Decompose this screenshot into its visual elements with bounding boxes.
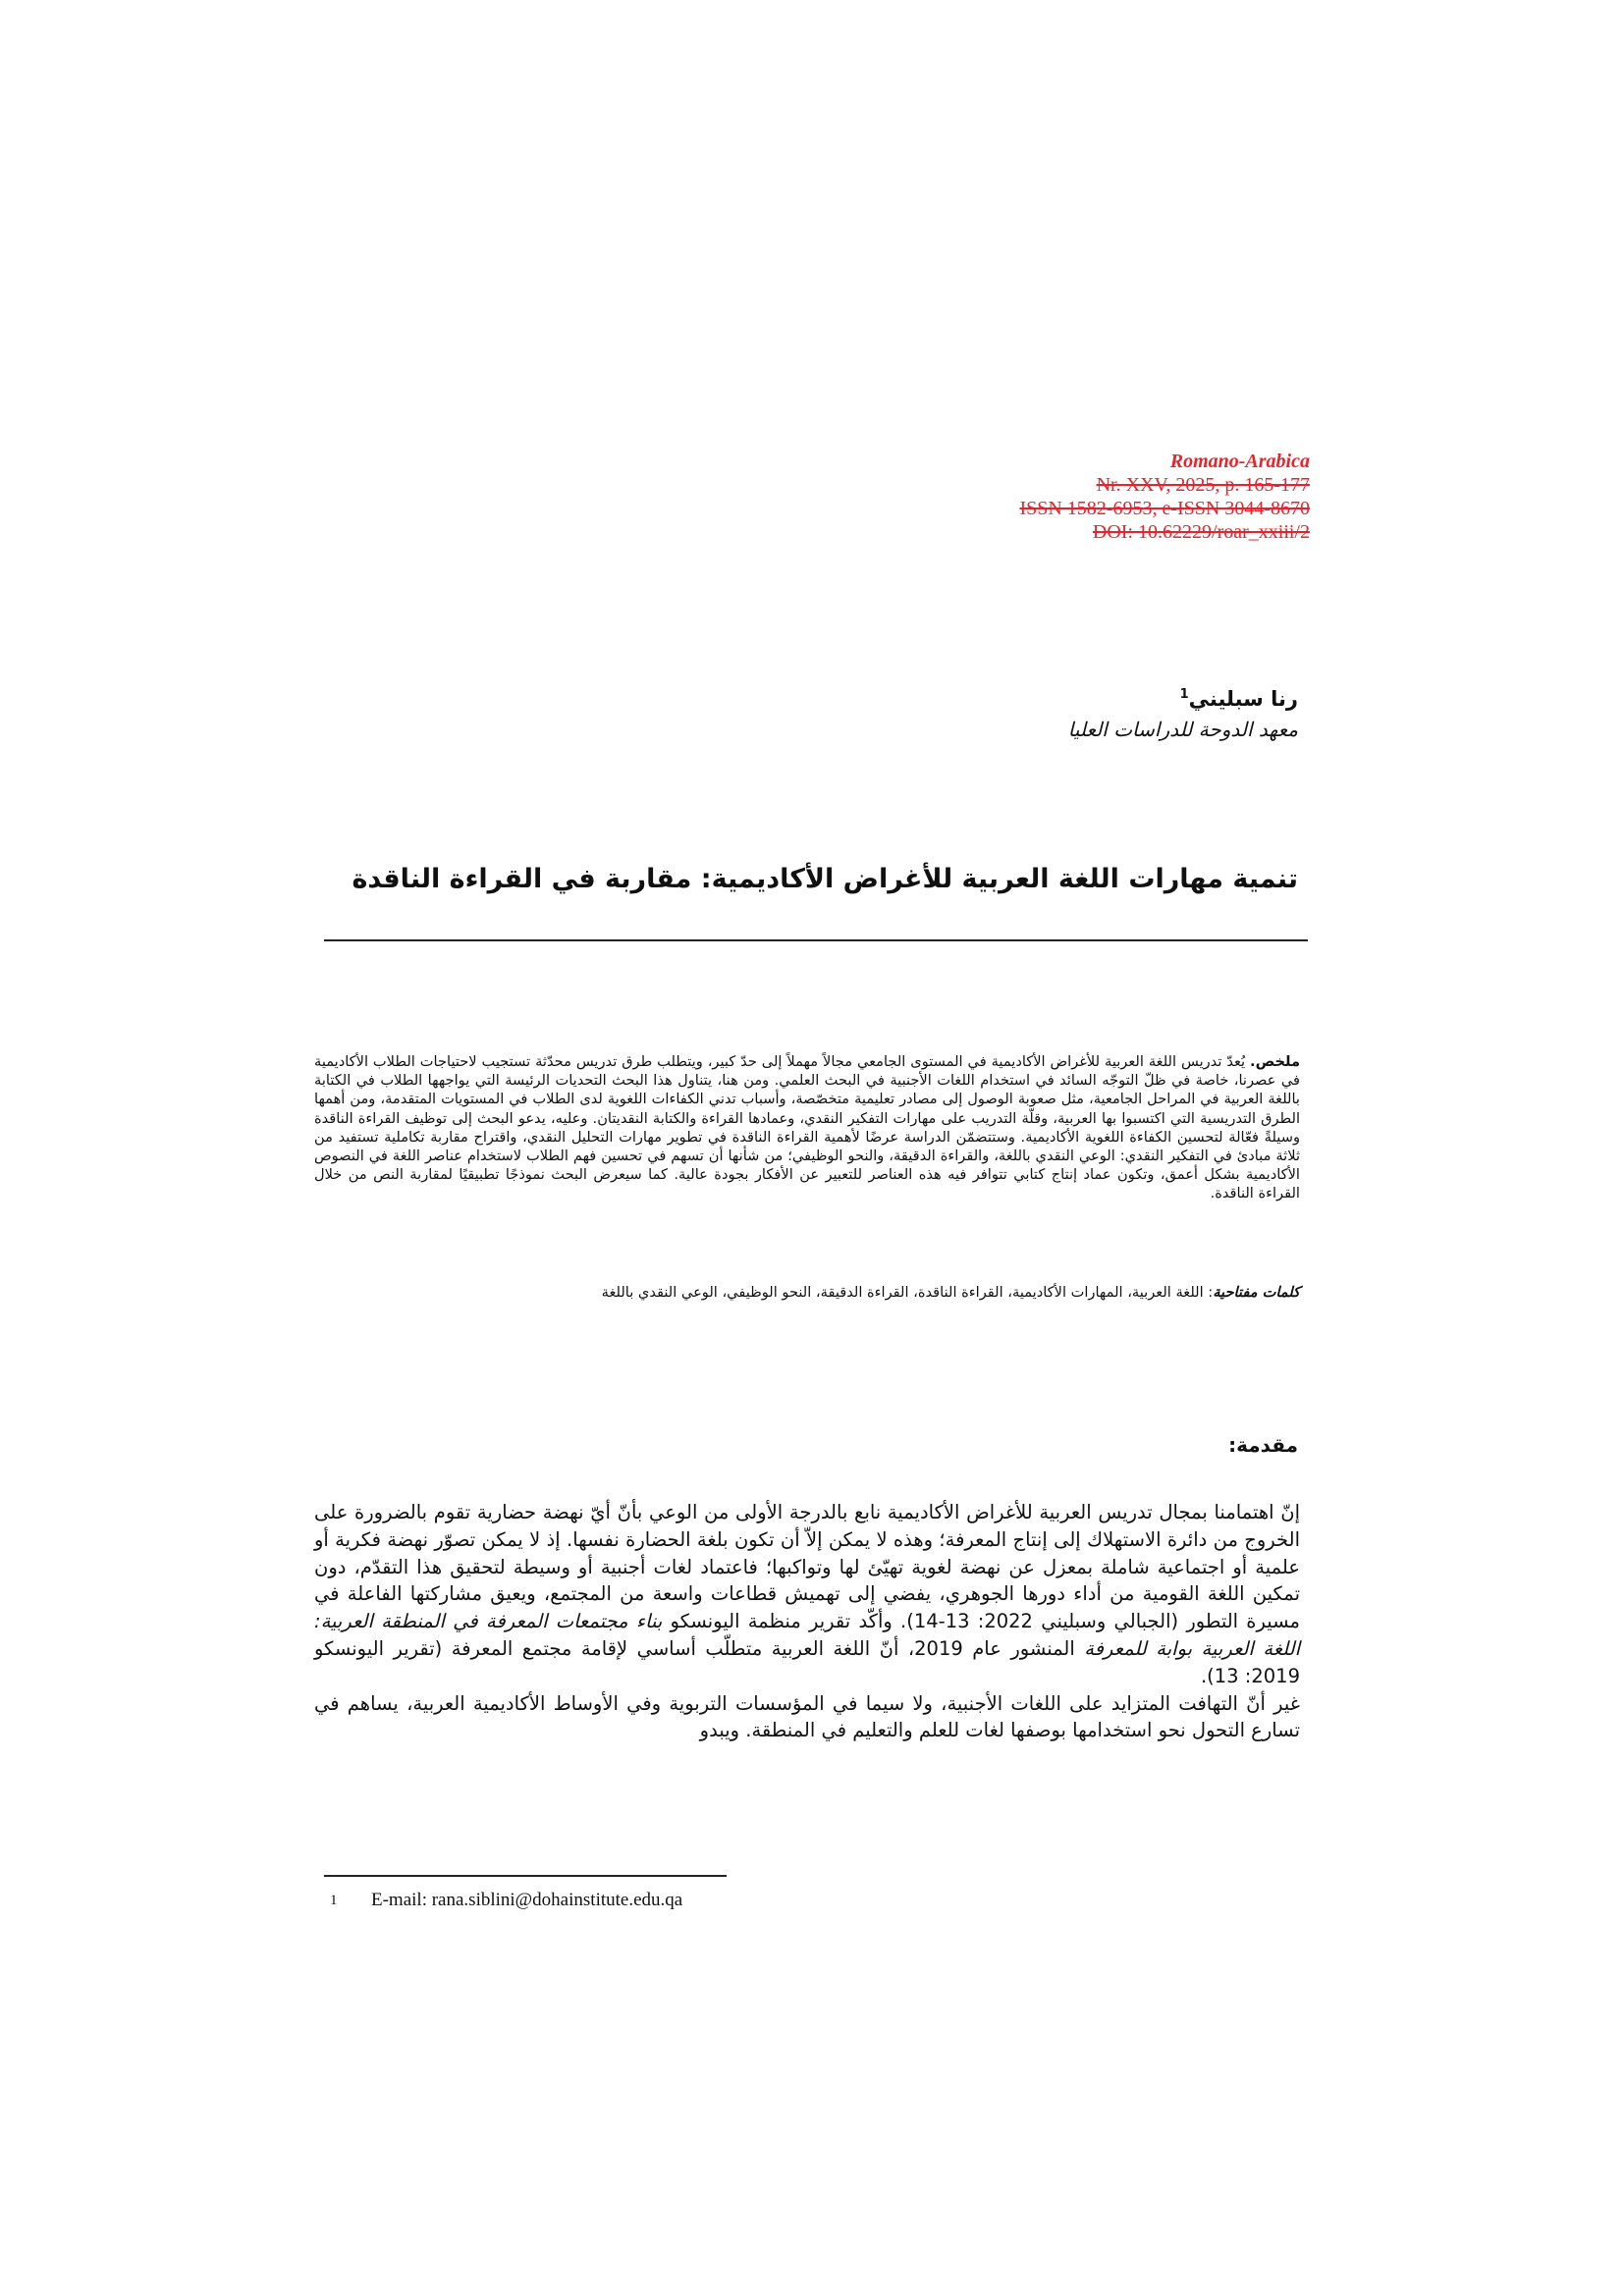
journal-name: Romano-Arabica (1169, 451, 1310, 472)
intro-paragraph-2: غير أنّ التهافت المتزايد على اللغات الأجنبية، ولا سيما في المؤسسات التربوية وفي الأوساط الأكاديمية العربية، يساهم في تسارع التحول نحو استخدامها بوصفها لغات للعلم والتعليم في المنطقة. ويبدو (314, 1691, 1300, 1742)
author-name (1068, 679, 1298, 715)
keywords-text: : اللغة العربية، المهارات الأكاديمية، القراءة الناقدة، القراءة الدقيقة، النحو الوظيفي، الوعي النقدي باللغة (601, 1284, 1214, 1301)
doi-info: DOI: 10.62229/roar_xxiii/2 (1092, 521, 1310, 543)
abstract-label: ملخص. (1250, 1053, 1300, 1070)
title-divider (324, 939, 1308, 941)
issn-info: ISSN 1582-6953, e-ISSN 3044-8670 (1019, 498, 1310, 519)
footnote (330, 1889, 682, 1912)
footnote-text: E-mail: rana.siblini@dohainstitute.edu.qa (371, 1890, 683, 1910)
footnote-divider (324, 1875, 727, 1877)
unesco-report-title: بناء مجتمعات المعرفة في المنطقة العربية: اللغة العربية بوابة للمعرفة (314, 1610, 1300, 1660)
author-block (1068, 679, 1298, 744)
intro-body (314, 1499, 1300, 1744)
keywords-label: كلمات مفتاحية (1213, 1284, 1300, 1301)
journal-header (1019, 450, 1310, 544)
issue-info: Nr. XXV, 2025, p. 165-177 (1096, 474, 1310, 496)
author-name-text: رنا سبليني (1188, 687, 1298, 711)
paper-title: تنمية مهارات اللغة العربية للأغراض الأكاديمية: مقاربة في القراءة الناقدة (352, 864, 1298, 894)
intro-heading: مقدمة: (1228, 1433, 1298, 1457)
intro-paragraph-1 (314, 1499, 1300, 1690)
abstract-text: يُعدّ تدريس اللغة العربية للأغراض الأكاديمية في المستوى الجامعي مجالاً مهملاً إلى حدّ كبير، ويتطلب طرق تدريس محدّثة تستجيب لاحتياجات الطلاب الأكاديمية في عصرنا، خاصة في ظلّ التوجّه السائد في استخدام اللغات الأجنبية في البحث العلمي. ومن هنا، يتناول هذا البحث التحديات الرئيسة التي يواجهها الطلاب في الكتابة باللغة العربية في المراحل الجامعية، مثل صعوبة الوصول إلى مصادر تعليمية متخصّصة، وأسباب تدني الكفاءات اللغوية لدى الطلاب في المستويات المتقدمة، ومن أهمها الطرق التدريسية التي اكتسبوا بها العربية، وقلّة التدريب على مهارات التفكير النقدي، وعمادها القراءة والكتابة النقديتان. وعليه، يدعو البحث إلى توظيف القراءة الناقدة وسيلةً فعّالة لتحسين الكفاءة اللغوية الأكاديمية. وستتضمّن الدراسة عرضًا لأهمية القراءة الناقدة في تطوير مهارات التحليل النقدي، واقتراح مقاربة تكاملية تستفيد من ثلاثة مبادئ في التفكير النقدي: الوعي النقدي باللغة، والقراءة الدقيقة، والنحو الوظيفي؛ من شأنها أن تسهم في تحسين فهم الطلاب لاستخدام عناصر اللغة في النصوص الأكاديمية بشكل أعمق، وتكون عماد إنتاج كتابي تتوافر فيه هذه العناصر للتعبير عن الأفكار بجودة عالية. كما سيعرض البحث نموذجًا تطبيقيًا لمقاربة النص من خلال القراءة الناقدة. (314, 1053, 1300, 1202)
author-affiliation: معهد الدوحة للدراسات العليا (1067, 718, 1298, 741)
footnote-number: 1 (330, 1893, 338, 1908)
author-footnote-mark: 1 (1179, 687, 1189, 702)
intro-paragraph-1-end: المنشور عام 2019، أنّ اللغة العربية متطلّب أساسي لإقامة مجتمع المعرفة (تقرير اليونسكو 2019: 13). (314, 1636, 1300, 1687)
keywords (314, 1283, 1300, 1303)
intro-paragraph-1-text: إنّ اهتمامنا بمجال تدريس العربية للأغراض الأكاديمية نابع بالدرجة الأولى من الوعي بأنّ أيّ نهضة حضارية تقوم بالضرورة على الخروج من دائرة الاستهلاك إلى إنتاج المعرفة؛ وهذه لا يمكن إلاّ أن تكون بلغة الحضارة نفسها. إذ لا يمكن تصوّر نهضة فكرية أو علمية أو اجتماعية شاملة بمعزل عن نهضة لغوية تهيّئ لها وتواكبها؛ فاعتماد لغات أجنبية أو وسيطة لتحقيق هذا التقدّم، دون تمكين اللغة القومية من أداء دورها الجوهري، يفضي إلى تهميش قطاعات واسعة من المجتمع، ويعيق مشاركتها الفاعلة في مسيرة التطور (الجبالي وسبليني 2022: 13-14). وأكّد تقرير منظمة اليونسكو (314, 1501, 1300, 1633)
abstract (314, 1052, 1300, 1203)
